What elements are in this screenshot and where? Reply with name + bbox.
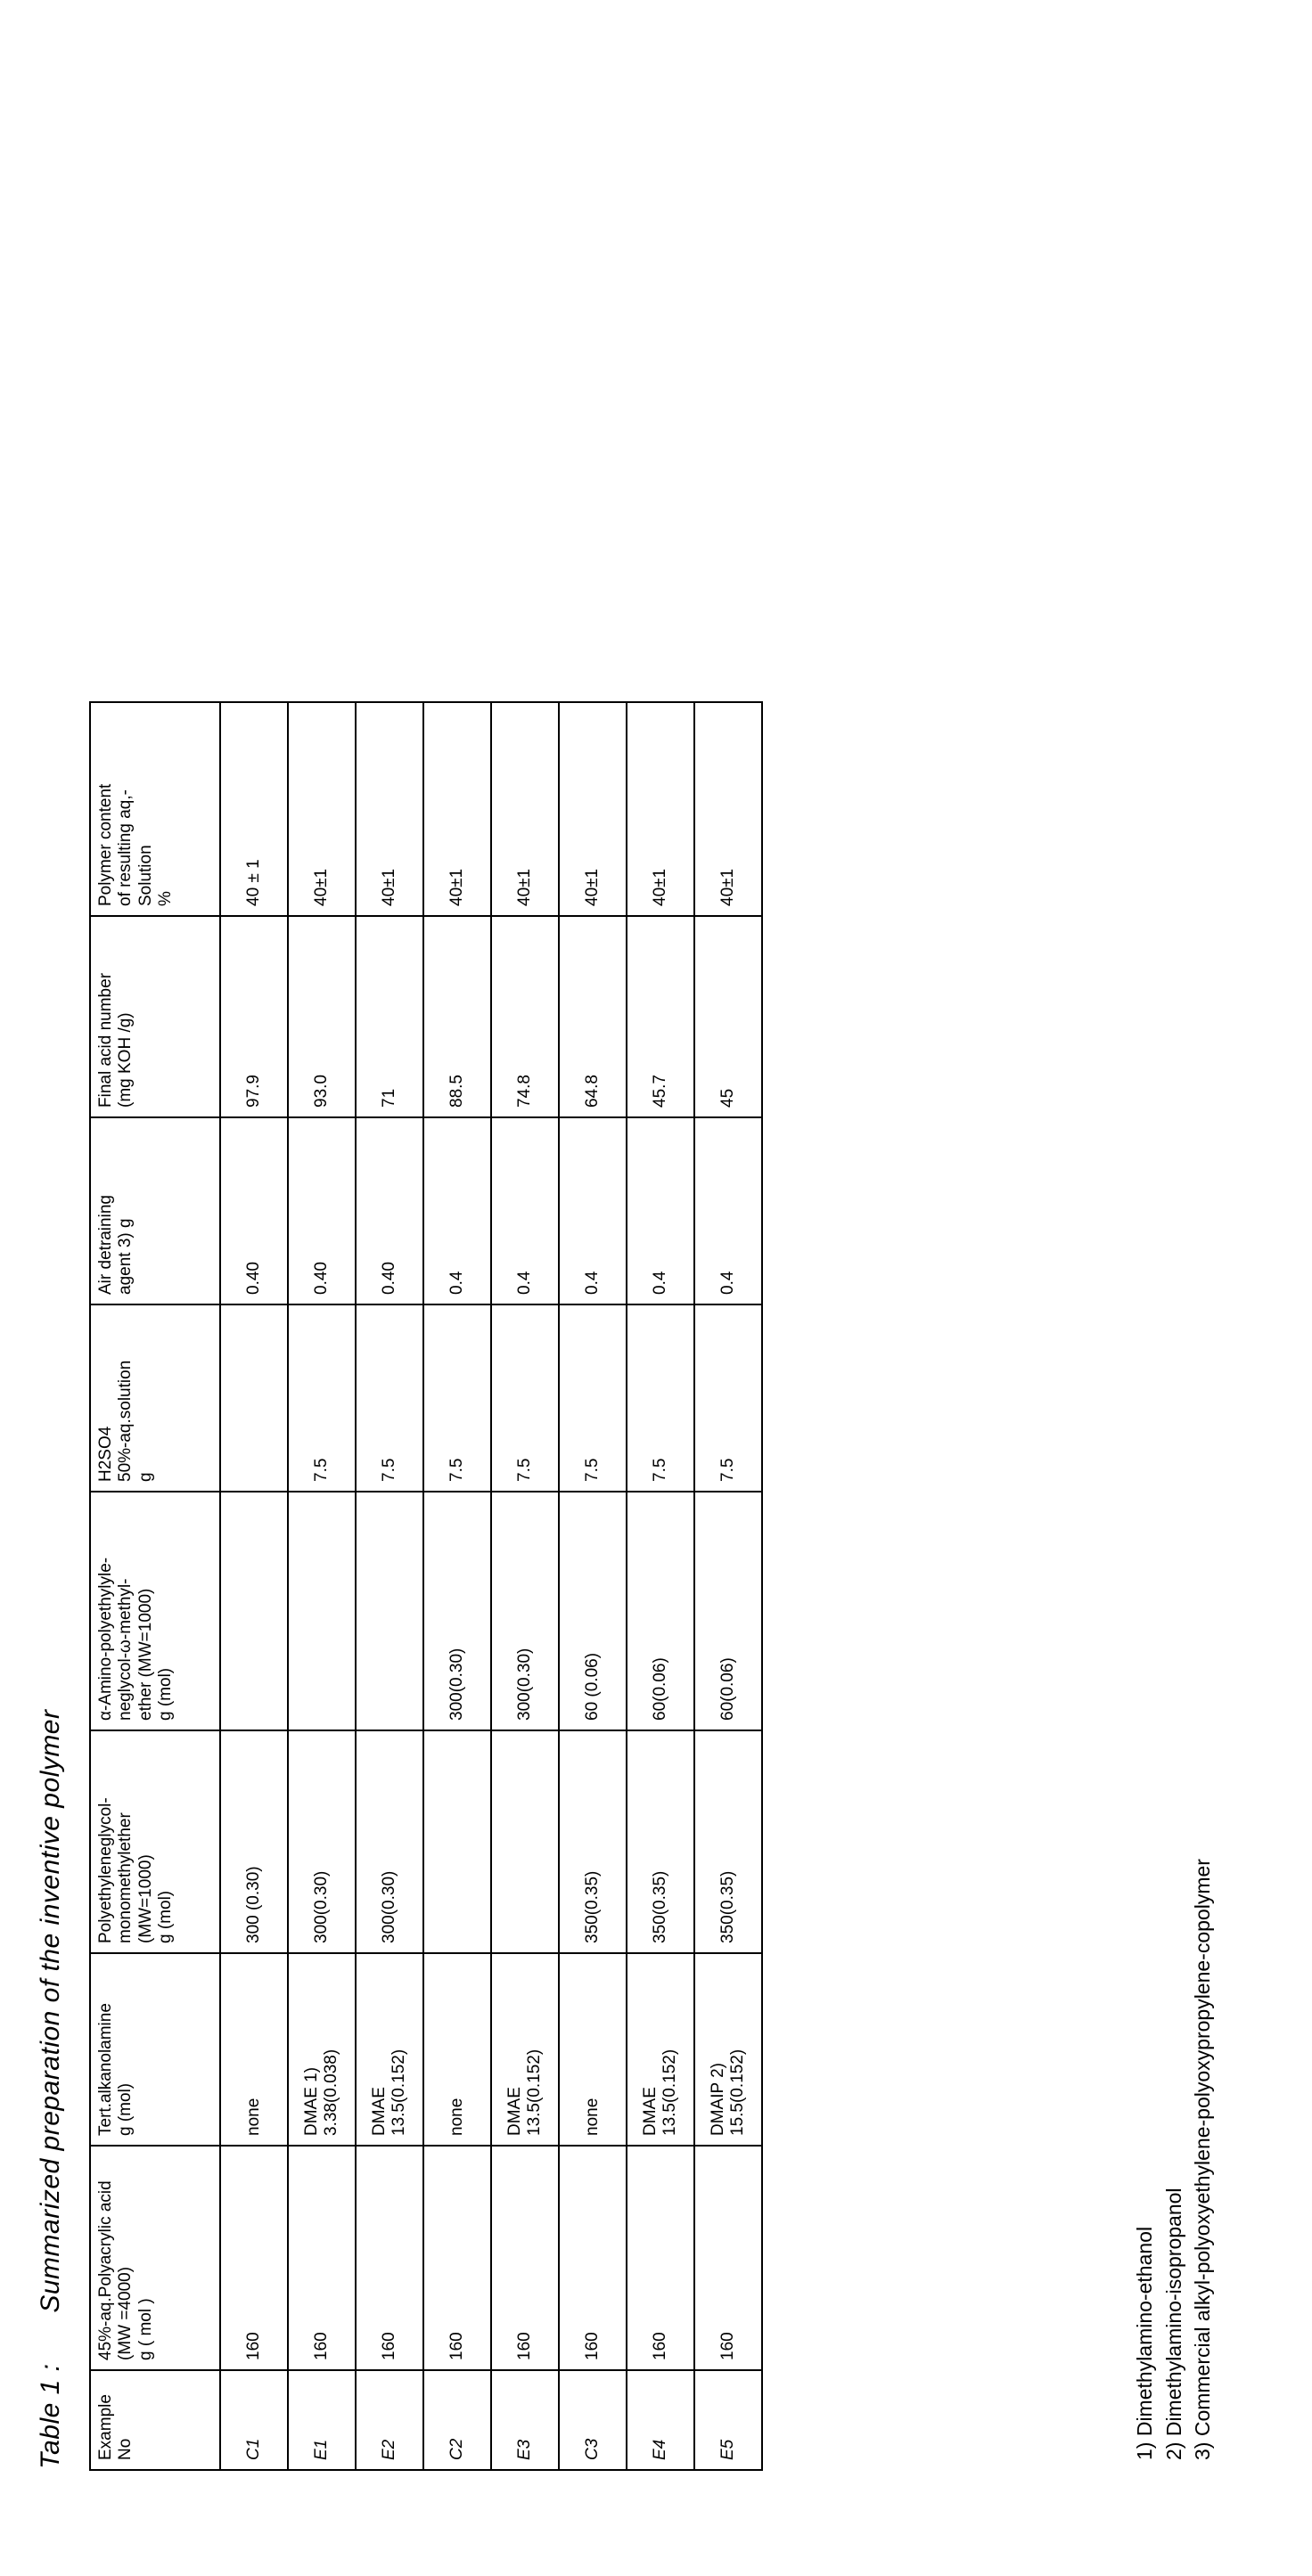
cell-tert-alkanolamine: none — [220, 1953, 288, 2146]
cell-polyacrylic-acid: 160 — [356, 2146, 423, 2370]
cell-amino-peg-methylether: 300(0.30) — [423, 1492, 491, 1730]
cell-peg-monomethylether: 350(0.35) — [559, 1730, 627, 1953]
column-header-polymer-content: Polymer content of resulting aq,- Solution % — [90, 702, 220, 916]
cell-air-detraining-agent: 0.4 — [694, 1117, 762, 1304]
cell-air-detraining-agent: 0.4 — [559, 1117, 627, 1304]
cell-amino-peg-methylether: 60 (0.06) — [559, 1492, 627, 1730]
cell-tert-alkanolamine: none — [559, 1953, 627, 2146]
cell-polyacrylic-acid: 160 — [627, 2146, 694, 2370]
cell-example-no: E3 — [491, 2370, 559, 2470]
cell-final-acid-number: 97.9 — [220, 916, 288, 1117]
cell-air-detraining-agent: 0.4 — [627, 1117, 694, 1304]
table-row — [491, 702, 559, 2470]
table-header-row-group — [90, 702, 220, 2470]
cell-final-acid-number: 45.7 — [627, 916, 694, 1117]
cell-example-no: E5 — [694, 2370, 762, 2470]
footnote-item: 3) Commercial alkyl-polyoxyethylene-polyoxypropylene-copolymer — [1191, 1859, 1215, 2460]
cell-peg-monomethylether — [423, 1730, 491, 1953]
cell-final-acid-number: 93.0 — [288, 916, 356, 1117]
cell-tert-alkanolamine: DMAE 13.5(0.152) — [356, 1953, 423, 2146]
cell-peg-monomethylether: 300 (0.30) — [220, 1730, 288, 1953]
cell-polymer-content: 40±1 — [356, 702, 423, 916]
cell-air-detraining-agent: 0.4 — [491, 1117, 559, 1304]
table-row — [694, 702, 762, 2470]
table-row — [423, 702, 491, 2470]
cell-tert-alkanolamine: DMAE 1) 3.38(0.038) — [288, 1953, 356, 2146]
cell-polymer-content: 40±1 — [627, 702, 694, 916]
table-caption — [36, 1710, 66, 2470]
column-header-air-detraining-agent: Air detraining agent 3) g — [90, 1117, 220, 1304]
table-caption-label: Table 1 : — [36, 2363, 65, 2469]
cell-polyacrylic-acid: 160 — [220, 2146, 288, 2370]
cell-h2so4: 7.5 — [491, 1304, 559, 1492]
cell-h2so4: 7.5 — [627, 1304, 694, 1492]
table-header-row — [90, 702, 220, 2470]
cell-amino-peg-methylether: 60(0.06) — [694, 1492, 762, 1730]
cell-final-acid-number: 64.8 — [559, 916, 627, 1117]
table-row — [559, 702, 627, 2470]
column-header-polyacrylic-acid: 45%-aq.Polyacrylic acid (MW =4000) g ( mol ) — [90, 2146, 220, 2370]
cell-example-no: C3 — [559, 2370, 627, 2470]
cell-example-no: E2 — [356, 2370, 423, 2470]
cell-amino-peg-methylether: 300(0.30) — [491, 1492, 559, 1730]
cell-h2so4 — [220, 1304, 288, 1492]
table-row — [288, 702, 356, 2470]
cell-final-acid-number: 88.5 — [423, 916, 491, 1117]
table-row — [356, 702, 423, 2470]
cell-example-no: C2 — [423, 2370, 491, 2470]
cell-amino-peg-methylether — [288, 1492, 356, 1730]
cell-polyacrylic-acid: 160 — [288, 2146, 356, 2370]
column-header-final-acid-number: Final acid number (mg KOH /g) — [90, 916, 220, 1117]
column-header-tert-alkanolamine: Tert.alkanolamine g (mol) — [90, 1953, 220, 2146]
cell-h2so4: 7.5 — [356, 1304, 423, 1492]
cell-polyacrylic-acid: 160 — [559, 2146, 627, 2370]
data-table — [89, 701, 763, 2471]
cell-amino-peg-methylether: 60(0.06) — [627, 1492, 694, 1730]
cell-polymer-content: 40±1 — [491, 702, 559, 916]
footnote-list — [1130, 1859, 1218, 2460]
column-header-h2so4: H2SO4 50%-aq.solution g — [90, 1304, 220, 1492]
cell-h2so4: 7.5 — [288, 1304, 356, 1492]
cell-air-detraining-agent: 0.40 — [288, 1117, 356, 1304]
table-row — [627, 702, 694, 2470]
cell-polyacrylic-acid: 160 — [423, 2146, 491, 2370]
cell-final-acid-number: 45 — [694, 916, 762, 1117]
cell-tert-alkanolamine: DMAE 13.5(0.152) — [627, 1953, 694, 2146]
table-caption-title: Summarized preparation of the inventive polymer — [36, 1709, 65, 2313]
cell-final-acid-number: 74.8 — [491, 916, 559, 1117]
cell-air-detraining-agent: 0.40 — [356, 1117, 423, 1304]
column-header-amino-peg-methylether: α-Amino-polyethylyle- neglycol-ω-methyl- ether (MW=1000) g (mol) — [90, 1492, 220, 1730]
footnote-item: 2) Dimethylamino-isopropanol — [1161, 2188, 1185, 2460]
cell-peg-monomethylether: 300(0.30) — [288, 1730, 356, 1953]
cell-polyacrylic-acid: 160 — [694, 2146, 762, 2370]
cell-h2so4: 7.5 — [694, 1304, 762, 1492]
cell-amino-peg-methylether — [220, 1492, 288, 1730]
cell-tert-alkanolamine: DMAE 13.5(0.152) — [491, 1953, 559, 2146]
cell-h2so4: 7.5 — [559, 1304, 627, 1492]
cell-example-no: C1 — [220, 2370, 288, 2470]
cell-amino-peg-methylether — [356, 1492, 423, 1730]
cell-example-no: E1 — [288, 2370, 356, 2470]
cell-polyacrylic-acid: 160 — [491, 2146, 559, 2370]
cell-h2so4: 7.5 — [423, 1304, 491, 1492]
footnote-item: 1) Dimethylamino-ethanol — [1133, 2226, 1156, 2460]
cell-polymer-content: 40±1 — [694, 702, 762, 916]
table-row — [220, 702, 288, 2470]
cell-polymer-content: 40±1 — [559, 702, 627, 916]
cell-air-detraining-agent: 0.40 — [220, 1117, 288, 1304]
cell-peg-monomethylether — [491, 1730, 559, 1953]
table-body — [220, 702, 762, 2470]
cell-air-detraining-agent: 0.4 — [423, 1117, 491, 1304]
cell-example-no: E4 — [627, 2370, 694, 2470]
column-header-example-no: Example No — [90, 2370, 220, 2470]
cell-polymer-content: 40±1 — [288, 702, 356, 916]
cell-tert-alkanolamine: none — [423, 1953, 491, 2146]
cell-final-acid-number: 71 — [356, 916, 423, 1117]
cell-polymer-content: 40±1 — [423, 702, 491, 916]
cell-polymer-content: 40 ± 1 — [220, 702, 288, 916]
column-header-peg-monomethylether: Polyethyleneglycol- monomethylether (MW=1000) g (mol) — [90, 1730, 220, 1953]
cell-peg-monomethylether: 350(0.35) — [627, 1730, 694, 1953]
cell-peg-monomethylether: 350(0.35) — [694, 1730, 762, 1953]
cell-tert-alkanolamine: DMAIP 2) 15.5(0.152) — [694, 1953, 762, 2146]
cell-peg-monomethylether: 300(0.30) — [356, 1730, 423, 1953]
